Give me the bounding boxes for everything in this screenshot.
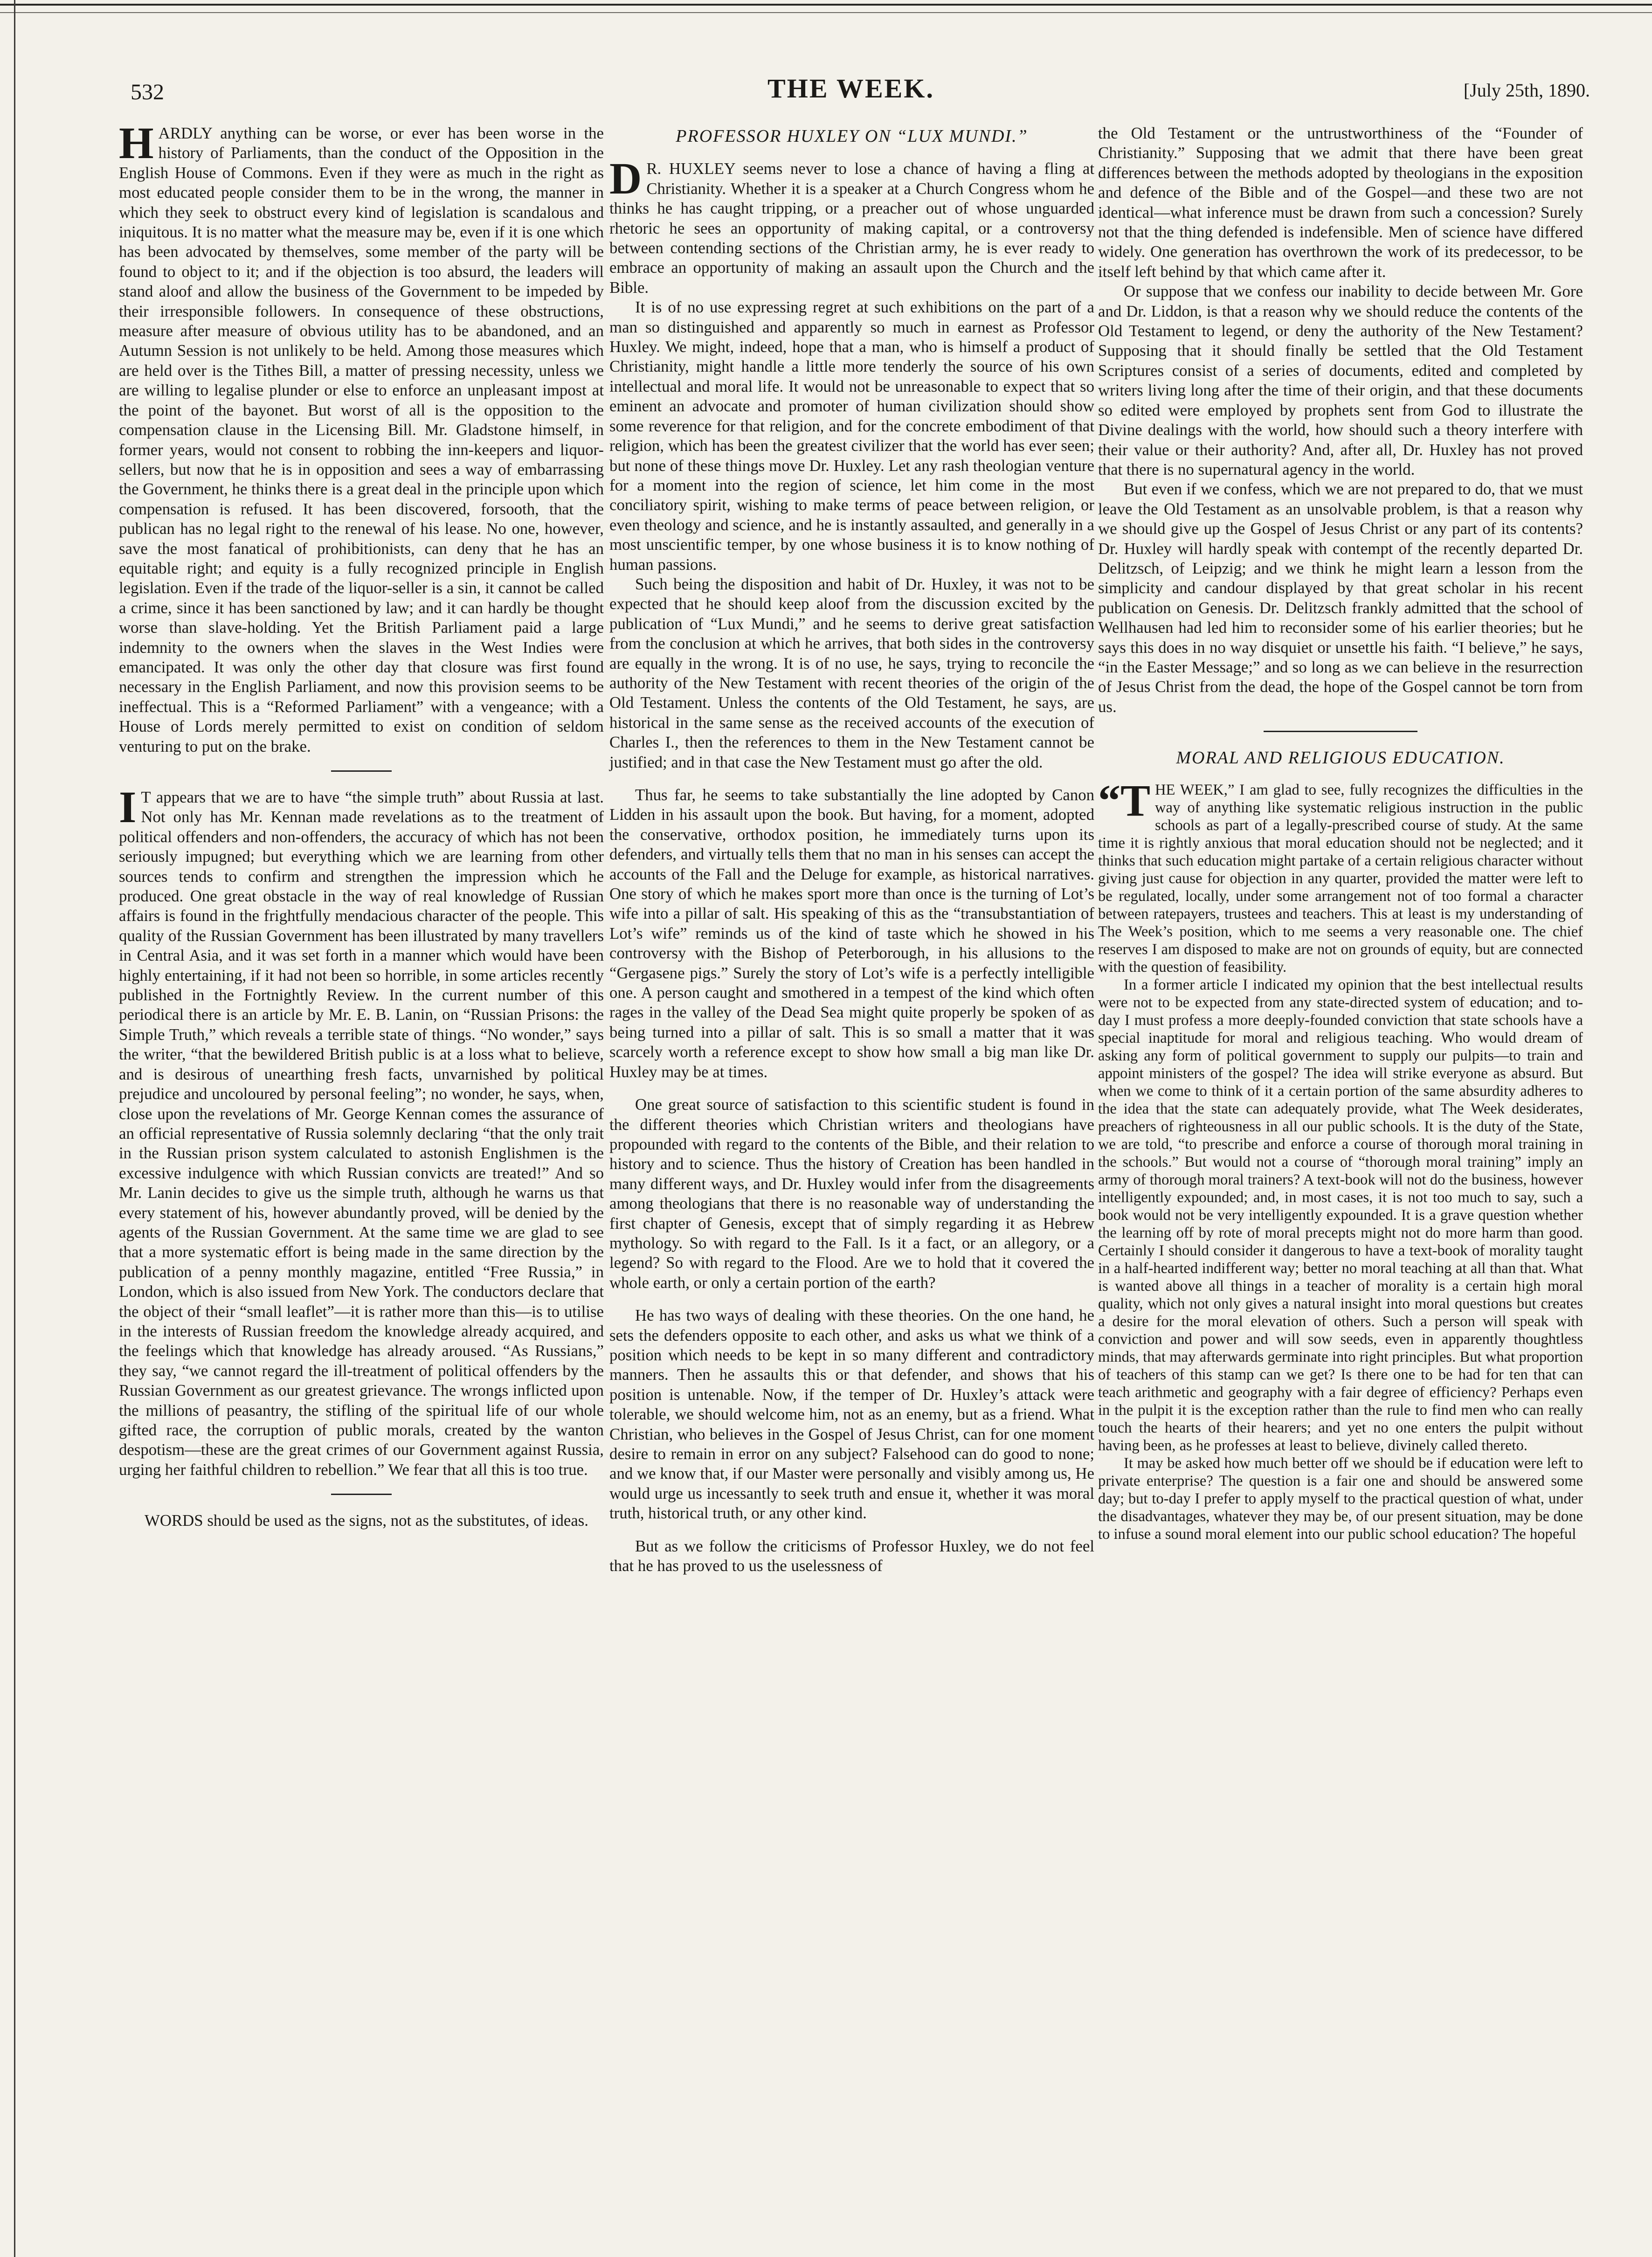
article-paragraph: the Old Testament or the untrustworthiness of the “Founder of Christianity.” Supposing that we admit that there have been great differences between the methods adopted by theologians in the exposition and defence of the Bible and of the Gospel—and these two are not identical—what inference must be drawn from such a concession? Surely not that the thing defended is indefensible. Men of science have differed widely. One generation has overthrown the work of its predecessor, to be itself left behind by that which came after it. [1098,124,1583,281]
article-paragraph: He has two ways of dealing with these theories. On the one hand, he sets the defenders opposite to each other, and asks us what we think of a position which needs to be kept in so many different and contradictory manners. Then he assaults this or that defender, and shows that his position is untenable. Now, if the temper of Dr. Huxley’s attack were tolerable, we should welcome him, not as an enemy, but as a friend. What Christian, who believes in the Gospel of Jesus Christ, can for one moment desire to remain in error on any subject? Falsehood can do good to none; and we know that, if our Master were personally and visibly among us, He would urge us incessantly to seek truth and ensue it, whether it was moral truth, historical truth, or any other kind. [609,1306,1094,1523]
article-paragraph: It is of no use expressing regret at such exhibitions on the part of a man so distinguished and apparently so much in earnest as Professor Huxley. We might, indeed, hope that a man, who is himself a product of Christianity, might handle a little more tenderly the source of his own intellectual and moral life. It would not be unreasonable to expect that so eminent an advocate and promoter of human civilization should show some reverence for that religion, and for the concrete embodiment of that religion, which has been the greatest civilizer that the world has ever seen; but none of these things move Dr. Huxley. Let any rash theologian venture for a moment into the region of science, let him come in the most conciliatory spirit, wishing to make terms of peace between religion, or even theology and science, and he is instantly assaulted, and generally in a most unscientific temper, by one whose business it is to know nothing of human passions. [609,298,1094,574]
issue-date: [July 25th, 1890. [1463,80,1590,101]
article-paragraph: It may be asked how much better off we should be if education were left to private enterprise? The question is a fair one and should be answered some day; but to-day I prefer to apply myself to the practical question of what, under the disadvantages, whatever they may be, of our present situation, may be done to infuse a sound moral element into our public school education? The hopeful [1098,1454,1583,1543]
column-1 [119,118,604,1531]
section-divider [331,770,392,772]
article-paragraph: But as we follow the criticisms of Professor Huxley, we do not feel that he has proved to us the uselessness of [609,1537,1094,1575]
article-paragraph: One great source of satisfaction to this scientific student is found in the different theories which Christian writers and theologians have propounded with regard to the contents of the Bible, and their relation to history and to science. Thus the history of Creation has been handled in many different ways, and Dr. Huxley would infer from the disagreements among theologians that there is no reasonable way of understanding the first chapter of Genesis, except that of simply regarding it as Hebrew mythology. So with regard to the Fall. Is it a fact, or an allegory, or a legend? So with regard to the Flood. Are we to hold that it covered the whole earth, or only a certain portion of the earth? [609,1095,1094,1292]
editorial-aphorism: WORDS should be used as the signs, not as the substitutes, of ideas. [145,1511,589,1530]
page-header [112,70,1590,107]
page-number: 532 [131,80,164,104]
editorial-parliament: HARDLY anything can be worse, or ever has been worse in the history of Parliaments, than the conduct of the Opposition in the English House of Commons. Even if they were as much in the right as most educated people consider them to be in the wrong, the manner in which they seek to obstruct every kind of legislation is scandalous and iniquitous. It is no matter what the measure may be, even if it is one which has been advocated by themselves, some member of the party will be found to object to it; and if the objection is too absurd, the leaders will stand aloof and allow the business of the Government to be impeded by their irresponsible followers. In consequence of these obstructions, measure after measure of obvious utility has to be abandoned, and an Autumn Session is not unlikely to be held. Among those measures which are held over is the Tithes Bill, a matter of pressing necessity, unless we are willing to legalise plunder or else to enforce an unpleasant impost at the point of the bayonet. But worst of all is the opposition to the compensation clause in the Licensing Bill. Mr. Gladstone himself, in former years, would not consent to robbing the inn-keepers and liquor-sellers, but now that he is in opposition and sees a way of embarrassing the Government, he thinks there is a great deal in the principle upon which compensation is refused. It has been discovered, forsooth, that the publican has no legal right to the renewal of his lease. No one, however, save the most fanatical of prohibitionists, can deny that he has an equitable right; and equity is a fully recognized principle in English legislation. Even if the trade of the liquor-seller is a sin, it cannot be called a crime, since it has been sanctioned by law; and it can hardly be thought worse than slave-holding. Yet the British Parliament paid a large indemnity to the owners when the slaves in the West Indies were emancipated. It was only the other day that closure was first found necessary in the English Parliament, and now this provision seems to be ineffectual. This is a “Reformed Parliament” with a vengeance; with a House of Lords merely permitted to exist on condition of seldom venturing to put on the brake. [119,118,604,755]
editorial-russia: IT appears that we are to have “the simple truth” about Russia at last. Not only has Mr. Kennan made revelations as to the treatment of political offenders and non-offenders, the accuracy of which has not been seriously impugned; but everything which we are learning from other sources tends to confirm and strengthen the impression which he produced. One great obstacle in the way of real knowledge of Russian affairs is found in the frightfully mendacious character of the people. This quality of the Russian Government has been illustrated by many travellers in Central Asia, and it was set forth in a manner which would have been highly entertaining, if it had not been so horrible, in some articles recently published in the Fortnightly Review. In the current number of this periodical there is an article by Mr. E. B. Lanin, on “Russian Prisons: the Simple Truth,” which reveals a terrible state of things. “No wonder,” says the writer, “that the bewildered British public is at a loss what to believe, and is desirous of unearthing fresh facts, unvarnished by political prejudice and uncoloured by personal feeling”; no wonder, he says, when, close upon the revelations of Mr. George Kennan comes the assurance of an official representative of Russia solemnly declaring “that the only trait in the Russian prison system calculated to astonish Englishmen is the excessive indulgence with which Russian convicts are treated!” And so Mr. Lanin decides to give us the simple truth, although he warns us that every statement of his, however abundantly proved, will be denied by the agents of the Russian Government. At the same time we are glad to see that a more systematic effort is being made in the same direction by the publication of a penny monthly magazine, entitled “Free Russia,” in London, which is also issued from New York. The conductors declare that the object of their “small leaflet”—it is rather more than this—is to utilise in the interests of Russian freedom the knowledge already acquired, and the feelings which that knowledge has already aroused. “As Russians,” they say, “we cannot regard the ill-treatment of political offenders by the Russian Government as our greatest grievance. The wrongs inflicted upon the millions of peasantry, the stifling of the spiritual life of our whole gifted race, the corruption of public morals, created by the wanton despotism—these are the great crimes of our Government against Russia, urging her faithful children to rebellion.” We fear that all this is too true. [119,782,604,1479]
article-heading-education: MORAL AND RELIGIOUS EDUCATION. [1176,748,1505,768]
article-paragraph: In a former article I indicated my opinion that the best intellectual results were not to be expected from any state-directed system of education; and to-day I must profess a more deeply-founded conviction that state schools have a special inaptitude for moral and religious teaching. Who would dream of asking any form of political government to supply our pulpits—to train and appoint ministers of the gospel? The idea will strike everyone as absurd. But when we come to think of it a certain portion of the same absurdity adheres to the idea that the state can adequately provide, what The Week desiderates, preachers of righteousness in all our public schools. It is the duty of the State, we are told, “to prescribe and enforce a course of thorough moral training in the schools.” But would not a course of “thorough moral training” imply an army of thorough moral trainers? A text-book will not do the business, however intelligently expounded; and, in most cases, it is not too much to say, such a book would not be very intelligently expounded. It is a grave question whether the learning off by rote of moral precepts might not do more harm than good. Certainly I should consider it dangerous to have a text-book of morality taught in a half-hearted indifferent way; better no moral teaching at all than that. What is wanted above all things in a teacher of morality is a certain high moral quality, which not only gives a natural insight into moral questions but creates a desire for the moral elevation of others. Such a person will speak with conviction and power and will sow seeds, even in apparently thoughtless minds, that may afterwards germinate into right principles. But what proportion of teachers of this stamp can we get? Is there one to be had for ten that can teach arithmetic and geography with a fair degree of efficiency? Perhaps even in the pulpit it is the exception rather than the rule to find men who can really touch the hearts of their hearers; and yet no one enters the pulpit without having been, as he professes at least to believe, divinely called thereto. [1098,976,1583,1454]
article-paragraph: DR. HUXLEY seems never to lose a chance of having a fling at Christianity. Whether it is a speaker at a Church Congress whom he thinks he has caught tripping, or a preacher out of whose unguarded rhetoric he sees an opportunity of making capital, or a controversy between contending sections of the Christian army, he is ever ready to embrace an opportunity of making an assault upon the Church and the Bible. [609,153,1094,297]
article-paragraph: But even if we confess, which we are not prepared to do, that we must leave the Old Testament as an unsolvable problem, is that a reason why we should give up the Gospel of Jesus Christ or any part of its contents? Dr. Huxley will hardly speak with contempt of the recently departed Dr. Delitzsch, of Leipzig; and we think he might learn a lesson from the simplicity and candour displayed by that great scholar in his recent publication on Genesis. Dr. Delitzsch frankly admitted that the school of Wellhausen had led him to reconsider some of his earlier theories; but he says this does in no way disquiet or unsettle his faith. “I believe,” he says, “in the Easter Message;” and so long as we can believe in the resurrection of Jesus Christ from the dead, the hope of the Gospel cannot be torn from us. [1098,480,1583,716]
masthead-title: THE WEEK. [767,73,934,104]
top-rule [0,4,1652,13]
article-paragraph: Such being the disposition and habit of Dr. Huxley, it was not to be expected that he should keep aloof from the discussion excited by the publication of “Lux Mundi,” and he seems to derive great satisfaction from the conclusion at which he arrives, that both sides in the controversy are equally in the wrong. It is of no use, he says, trying to reconcile the authority of the New Testament with recent theories of the origin of the Old Testament. Unless the contents of the Old Testament, he says, are historical in the same sense as the received accounts of the execution of Charles I., then the references to them in the New Testament cannot be justified; and in that case the New Testament must go after the old. [609,575,1094,771]
article-heading-huxley: PROFESSOR HUXLEY ON “LUX MUNDI.” [676,126,1028,146]
article-paragraph: Or suppose that we confess our inability to decide between Mr. Gore and Dr. Liddon, is that a reason why we should reduce the contents of the Old Testament to legend, or deny the authority of the New Testament? Supposing that it should finally be settled that the Old Testament Scriptures consist of a series of documents, edited and completed by writers living long after the time of their origin, and that these documents so edited were employed by prophets sent from God to illustrate the Divine dealings with the world, how should such a theory interfere with their value or their authority? And, after all, Dr. Huxley has not proved that there is no supernatural agency in the world. [1098,282,1583,478]
article-paragraph: Thus far, he seems to take substantially the line adopted by Canon Lidden in his assault upon the book. But having, for a moment, adopted the conservative, orthodox position, he immediately turns upon its defenders, and virtually tells them that no man in his senses can accept the accounts of the Fall and the Deluge for example, as historical narratives. One story of which he makes sport more than once is the turning of Lot’s wife into a pillar of salt. His speaking of this as the “transubstantiation of Lot’s wife” reminds us of the kind of taste which he showed in his controversy with the Bishop of Peterborough, in his allusions to the “Gergasene pigs.” Surely the story of Lot’s wife is a perfectly intelligible one. A person caught and smothered in a tempest of the kind which often rages in the valley of the Dead Sea might quite properly be spoken of as being turned into a pillar of salt. This is so small a matter that it was scarcely worth a reference except to show how small a big man like Dr. Huxley may be at times. [609,786,1094,1081]
binding-edge [0,0,15,2257]
section-divider [331,1494,392,1495]
article-paragraph: “THE WEEK,” I am glad to see, fully recognizes the difficulties in the way of anything like systematic religious instruction in the public schools as part of a legally-prescribed course of study. At the same time it is rightly anxious that moral education should not be neglected; and it thinks that such education might partake of a certain religious character without giving just cause for objection in any quarter, provided the matter were left to be regulated, locally, under some arrangement not of too formal a character between ratepayers, trustees and teachers. This at least is my understanding of The Week’s position, which to me seems a very reasonable one. The chief reserves I am disposed to make are not on grounds of equity, but are connected with the question of feasibility. [1098,775,1583,976]
section-divider [1264,731,1417,732]
column-3 [1098,124,1583,1543]
column-2 [609,124,1094,1576]
